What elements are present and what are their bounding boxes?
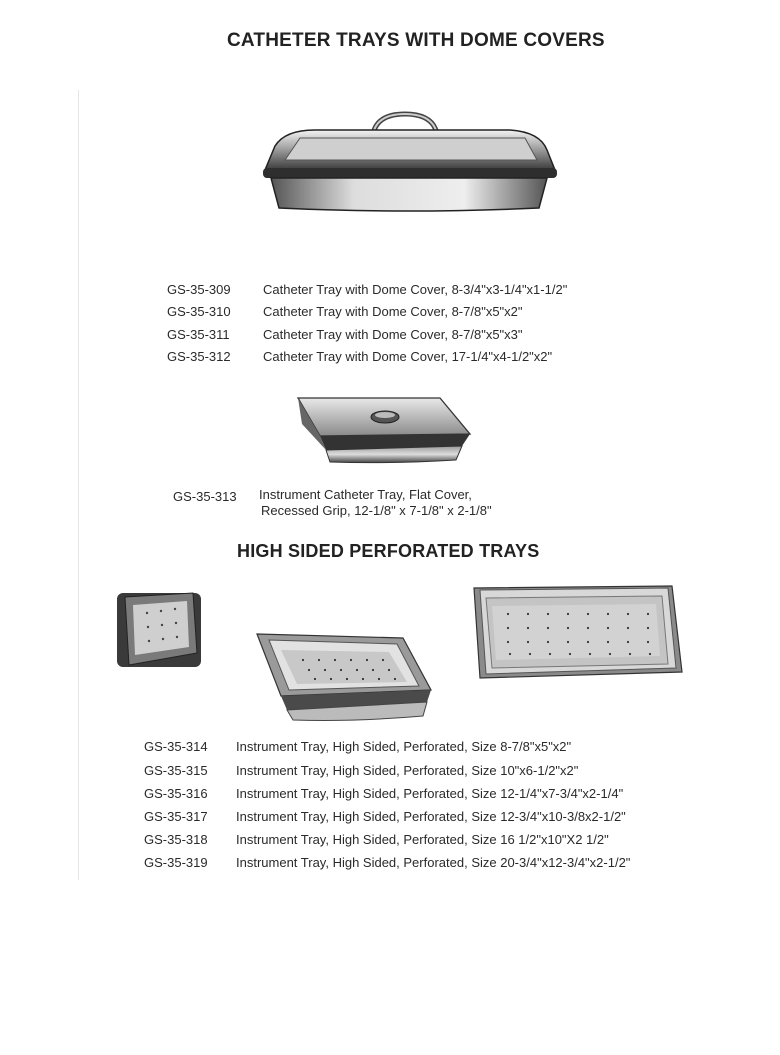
item-code: GS-35-311 <box>167 327 230 342</box>
item-code: GS-35-315 <box>144 763 208 778</box>
dome-cover-tray-image <box>255 108 560 216</box>
item-code: GS-35-310 <box>167 304 231 319</box>
item-description: Instrument Tray, High Sided, Perforated, Size 12-1/4"x7-3/4"x2-1/4" <box>236 786 624 801</box>
item-description: Instrument Tray, High Sided, Perforated, Size 12-3/4"x10-3/8x2-1/2" <box>236 809 626 824</box>
item-description: Instrument Tray, High Sided, Perforated, Size 8-7/8"x5"x2" <box>236 739 572 754</box>
item-description: Catheter Tray with Dome Cover, 17-1/4"x4-1/2"x2" <box>263 349 553 364</box>
section-title-perforated-trays: HIGH SIDED PERFORATED TRAYS <box>237 541 540 561</box>
small-perforated-tray-image <box>115 589 205 671</box>
item-description-line2: Recessed Grip, 12-1/8" x 7-1/8" x 2-1/8" <box>261 503 492 518</box>
item-code: GS-35-312 <box>167 349 231 364</box>
large-perforated-tray-image <box>472 584 684 680</box>
item-code: GS-35-313 <box>173 489 237 504</box>
item-description: Instrument Catheter Tray, Flat Cover, <box>259 487 472 502</box>
item-description: Catheter Tray with Dome Cover, 8-3/4"x3-1/4"x1-1/2" <box>263 282 568 297</box>
section-title-catheter-trays: CATHETER TRAYS WITH DOME COVERS <box>227 30 605 51</box>
scan-edge-line <box>78 90 79 880</box>
flat-cover-tray-image <box>290 394 475 464</box>
item-description: Catheter Tray with Dome Cover, 8-7/8"x5"x2" <box>263 304 523 319</box>
item-description: Instrument Tray, High Sided, Perforated, Size 10"x6-1/2"x2" <box>236 763 579 778</box>
item-code: GS-35-317 <box>144 809 208 824</box>
medium-perforated-tray-image <box>253 630 435 722</box>
item-code: GS-35-314 <box>144 739 208 754</box>
item-code: GS-35-319 <box>144 855 208 870</box>
item-code: GS-35-316 <box>144 786 208 801</box>
item-description: Catheter Tray with Dome Cover, 8-7/8"x5"x3" <box>263 327 523 342</box>
item-code: GS-35-318 <box>144 832 208 847</box>
item-description: Instrument Tray, High Sided, Perforated, Size 16 1/2"x10"X2 1/2" <box>236 832 609 847</box>
item-code: GS-35-309 <box>167 282 231 297</box>
item-description: Instrument Tray, High Sided, Perforated, Size 20-3/4"x12-3/4"x2-1/2" <box>236 855 631 870</box>
